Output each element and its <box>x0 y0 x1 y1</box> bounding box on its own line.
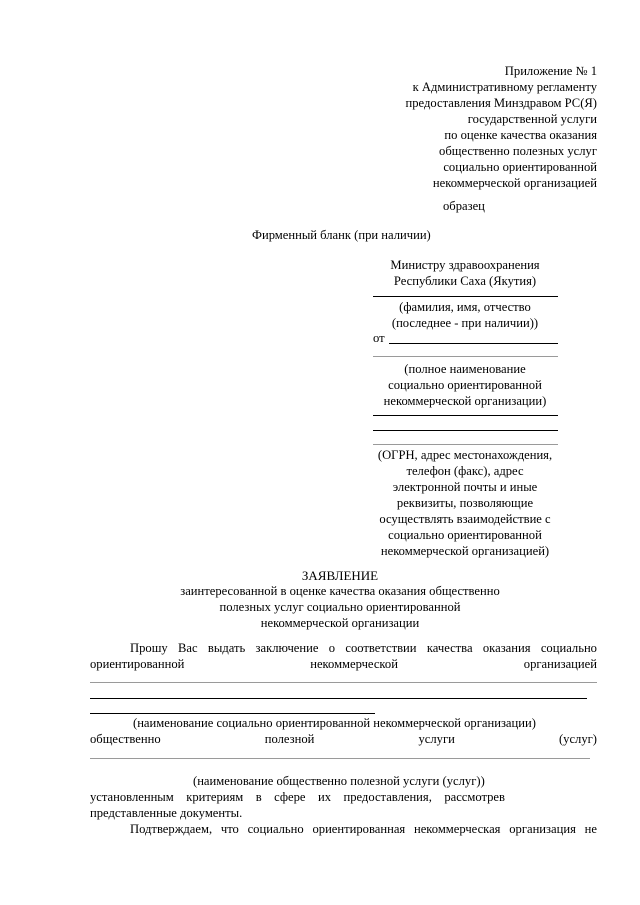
word: социально <box>247 822 304 836</box>
word: сфере <box>274 790 306 804</box>
word: Прошу <box>130 641 168 655</box>
body-paragraph-4-line-1 <box>130 821 597 837</box>
req-hint-5: осуществлять взаимодействие с <box>379 512 551 526</box>
word: их <box>317 790 332 804</box>
req-hint-7: некоммерческой организацией) <box>380 544 550 558</box>
word: выдать <box>207 641 246 655</box>
body-paragraph-3-line-1 <box>90 789 505 805</box>
addressee-line-1: Министру здравоохранения <box>390 258 540 272</box>
from-underline <box>389 343 558 344</box>
org-name-line-1 <box>90 682 597 683</box>
body-paragraph-2-line <box>90 731 597 747</box>
body-paragraph-3-line-2: представленные документы. <box>90 806 243 820</box>
name-underline <box>373 296 558 297</box>
word: рассмотрев <box>444 790 505 804</box>
word: (услуг) <box>558 732 597 746</box>
req-underline-2 <box>373 430 558 431</box>
org-hint-1: (полное наименование <box>404 362 526 376</box>
service-name-line <box>90 758 590 759</box>
word: социально <box>540 641 597 655</box>
addressee-line-2: Республики Саха (Якутия) <box>393 274 537 288</box>
appendix-line-7: социально ориентированной <box>443 160 597 174</box>
req-hint-1: (ОГРН, адрес местонахождения, <box>377 448 553 462</box>
word: некоммерческой <box>310 657 398 671</box>
word: организацией <box>523 657 597 671</box>
appendix-line-5: по оценке качества оказания <box>444 128 597 142</box>
appendix-line-3: предоставления Минздравом РС(Я) <box>405 96 597 110</box>
org-name-hint: (наименование социально ориентированной некоммерческой организации) <box>133 716 536 730</box>
word: оказания <box>482 641 531 655</box>
word: заключение <box>255 641 319 655</box>
org-underline <box>373 356 558 357</box>
statement-title: ЗАЯВЛЕНИЕ <box>301 568 379 583</box>
req-hint-3: электронной почты и иные <box>392 480 538 494</box>
word: Подтверждаем, <box>130 822 213 836</box>
letterhead-label: Фирменный бланк (при наличии) <box>252 228 431 242</box>
word: некоммерческая <box>413 822 501 836</box>
word: соответствии <box>345 641 417 655</box>
word: общественно <box>90 732 161 746</box>
word: организация <box>509 822 576 836</box>
req-hint-2: телефон (факс), адрес <box>406 464 524 478</box>
word: ориентированной <box>90 657 185 671</box>
from-label: от <box>373 331 385 345</box>
body-paragraph-1-line-2 <box>90 656 597 672</box>
req-hint-6: социально ориентированной <box>388 528 542 542</box>
sample-label: образец <box>443 199 485 213</box>
req-underline-1 <box>373 415 558 416</box>
name-hint-1: (фамилия, имя, отчество <box>399 300 531 314</box>
name-hint-2: (последнее - при наличии)) <box>391 316 539 330</box>
req-hint-4: реквизиты, позволяющие <box>396 496 534 510</box>
word: ориентированная <box>312 822 406 836</box>
word: предоставления, <box>343 790 432 804</box>
appendix-line-4: государственной услуги <box>467 112 597 126</box>
word: установленным <box>90 790 174 804</box>
statement-subtitle-3: некоммерческой организации <box>260 616 420 630</box>
body-paragraph-1-line-1 <box>130 640 597 656</box>
req-underline-3 <box>373 444 558 445</box>
word: что <box>220 822 239 836</box>
org-hint-3: некоммерческой организации) <box>383 394 547 408</box>
word: не <box>584 822 597 836</box>
word: качества <box>426 641 473 655</box>
appendix-line-8: некоммерческой организацией <box>432 176 597 190</box>
word: Вас <box>178 641 198 655</box>
org-hint-2: социально ориентированной <box>388 378 542 392</box>
word: полезной <box>264 732 315 746</box>
word: критериям <box>186 790 244 804</box>
word: в <box>255 790 262 804</box>
service-name-hint: (наименование общественно полезной услуги (услуг)) <box>193 774 485 788</box>
org-name-line-3 <box>90 713 375 714</box>
statement-subtitle-2: полезных услуг социально ориентированной <box>219 600 461 614</box>
word: о <box>328 641 336 655</box>
word: услуги <box>418 732 455 746</box>
appendix-line-6: общественно полезных услуг <box>439 144 597 158</box>
appendix-line-1: Приложение № 1 <box>504 64 597 78</box>
appendix-line-2: к Административному регламенту <box>412 80 597 94</box>
statement-subtitle-1: заинтересованной в оценке качества оказания общественно <box>180 584 500 598</box>
org-name-line-2 <box>90 698 587 699</box>
